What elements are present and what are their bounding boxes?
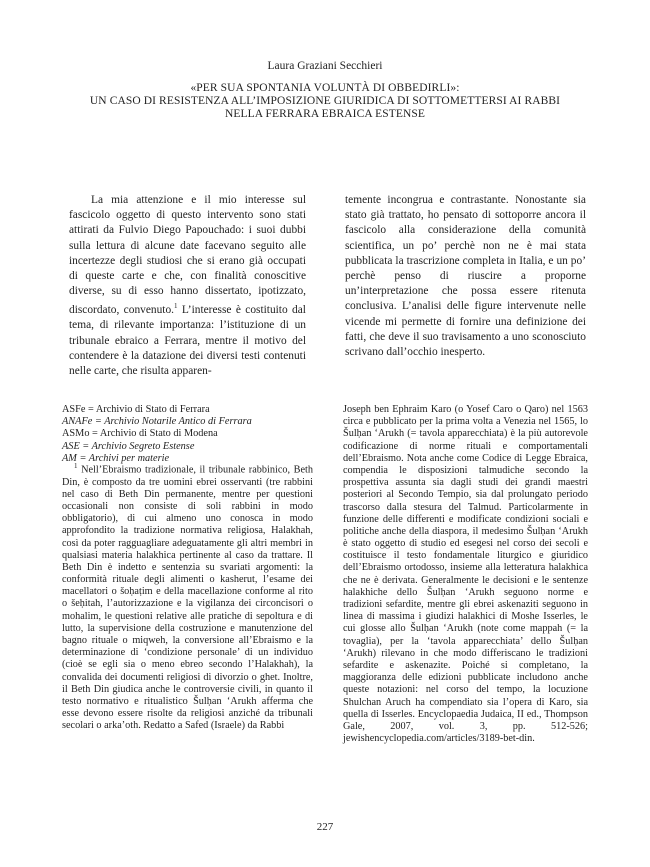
footnote-1-part-1 — [62, 460, 313, 733]
body-column-left — [69, 193, 306, 379]
footnote-1-part-2: Joseph ben Ephraim Karo (o Yosef Caro o Qaro) nel 1563 circa e pubblicato per la prima volta a Venezia nel 1565, lo Šulḥan ‘Arukh (= tavola apparecchiata) è la più autorevole codificazione di norme rituali e comportamentali dell’Ebraismo. Nota anche come Codice di Legge Ebraica, compendia le disposizioni talmudiche secondo la prospettiva assunta sia dagli studi dei grandi maestri posteriori al Secondo Tempio, sia dal prolungato periodo trascorso dalla stesura del Talmud. Particolarmente in funzione delle differenti e modificate condizioni sociali e politiche anche della diaspora, il medesimo Šulḥan ‘Arukh è stato oggetto di studio ed esegesi nel corso dei secoli e costituisce il testo fondamentale liturgico e giuridico dell’Ebraismo ortodosso, insieme alla letteratura halakhica che ne è derivata. Generalmente le decisioni e le sentenze halakhiche dello Šulḥan ‘Arukh seguono norme e tradizioni sefardite, mentre gli ebrei askenaziti seguono in linea di massima i giudizi halakhici di Moshe Isserles, le cui glosse allo Šulḥan ‘Arukh (note come mappah (= la tovaglia), per la ‘tavola apparecchiata’ dello Šulḥan ‘Arukh) rilevano in che modo differiscano le tradizioni sefardite e askenazite. Poiché si completano, la maggioranza delle edizioni pubblicate includono anche queste notazioni: nel corso del tempo, la locuzione Shulchan Aruch ha compendiato sia l’opera di Karo, sia quella di Isserles. Encyclopaedia Judaica, II ed., Thompson Gale, 2007, vol. 3, pp. 512-526; jewishencyclopedia.com/articles/3189-bet-din. — [343, 404, 588, 745]
footnote-column-right — [343, 404, 588, 745]
body-paragraph-right: temente incongrua e contrastante. Nonostante sia stato già trattato, ho pensato di sottoporre ancora il fascicolo alla considerazione della comunità scientifica, un po’ perchè non ne è mai stata pubblicata la trascrizione completa in Italia, e un po’ perchè penso di riuscire a proporne un’interpretazione che possa essere ritenuta conclusiva. L’analisi delle figure intervenute nelle vicende mi permette di fornire una definizione dei fatti, che deve il suo travisamento a uno sconosciuto scrivano dall’occhio inesperto. — [345, 194, 586, 359]
body-text-left-cont: L’interesse è costituito dal tema, di rilevante importanza: l’istituzione di un tribunale ebraico a Ferrara, mentre il motivo del contendere è la datazione dei diversi testi contenuti nelle carte, che risulta apparen- — [69, 304, 306, 378]
page-number: 227 — [316, 821, 334, 833]
footnote-text-left: Nell’Ebraismo tradizionale, il tribunale rabbinico, Beth Din, è composto da tre uomini ebrei osservanti (tre rabbini nel caso di Beth Din permanente, mentre per questioni occasionali non consiste di soli rabbini in modo obbligatorio), di cui almeno uno conosca in modo approfondito la tradizione normativa religiosa, Halakhah, così da poter ragguagliare adeguatamente gli altri membri in qualsiasi materia halakhica pertinente al caso da trattare. Il Beth Din è indetto e sentenzia su svariati argomenti: la conformità rituale degli alimenti o kasherut, l’esame dei macellatori o šoḥaṭim e della macellazione conforme al rito o šeḥitah, l’autorizzazione e la vigilanza dei circoncisori o mohalim, le questioni relative alle pratiche di sepoltura e di lutto, la supervisione della costruzione e manutenzione del bagno rituale o miqweh, la conversione all’Ebraismo e la determinazione di ‘condizione personale’ di un individuo (cioè se egli sia o meno ebreo secondo l’Halakhah), la convalida dei documenti religiosi di divorzio o ghet. Inoltre, il Beth Din giudica anche le controversie civili, in quanto il testo normativo e ritualistico Šulḥan ‘Arukh afferma che esse devono essere risolte da religiosi anziché da tribunali secolari o arka’oth. Redatto a Safed (Israele) da Rabbi — [62, 464, 313, 732]
body-column-right — [345, 193, 586, 360]
abbreviation-asmo: ASMo = Archivio di Stato di Modena — [62, 428, 218, 440]
body-text-left: La mia attenzione e il mio interesse sul fascicolo oggetto di questo intervento sono stati attirati da Fulvio Diego Papouchado: i suoi dubbi sulla lettura di alcune date facevano seguito alle incertezze degli studiosi che si erano già occupati di queste carte e che, con finalità conoscitive diverse, su di esso hanno dissertato, ipotizzato, discordato, convenuto. — [69, 194, 306, 317]
abbreviations-list — [62, 404, 312, 465]
footnote-column-left — [62, 460, 313, 733]
footnote-number: 1 — [74, 462, 78, 470]
abbreviation-ase: ASE = Archivio Segreto Estense — [62, 440, 195, 452]
title-line-3: NELLA FERRARA EBRAICA ESTENSE — [224, 108, 426, 120]
footnote-ref: 1 — [173, 302, 178, 311]
body-paragraph-left — [69, 193, 306, 379]
abbreviation-am: AM = Archivi per materie — [62, 452, 170, 464]
article-title — [30, 82, 620, 121]
title-line-1: «PER SUA SPONTANIA VOLUNTÀ DI OBBEDIRLI»: — [190, 82, 460, 94]
title-line-2: UN CASO DI RESISTENZA ALL’IMPOSIZIONE GIURIDICA DI SOTTOMETTERSI AI RABBI — [89, 95, 561, 107]
abbreviation-anafe: ANAFe = Archivio Notarile Antico di Ferrara — [62, 416, 252, 428]
author-name: Laura Graziani Secchieri — [267, 60, 383, 72]
abbreviation-asfe: ASFe = Archivio di Stato di Ferrara — [62, 404, 210, 415]
